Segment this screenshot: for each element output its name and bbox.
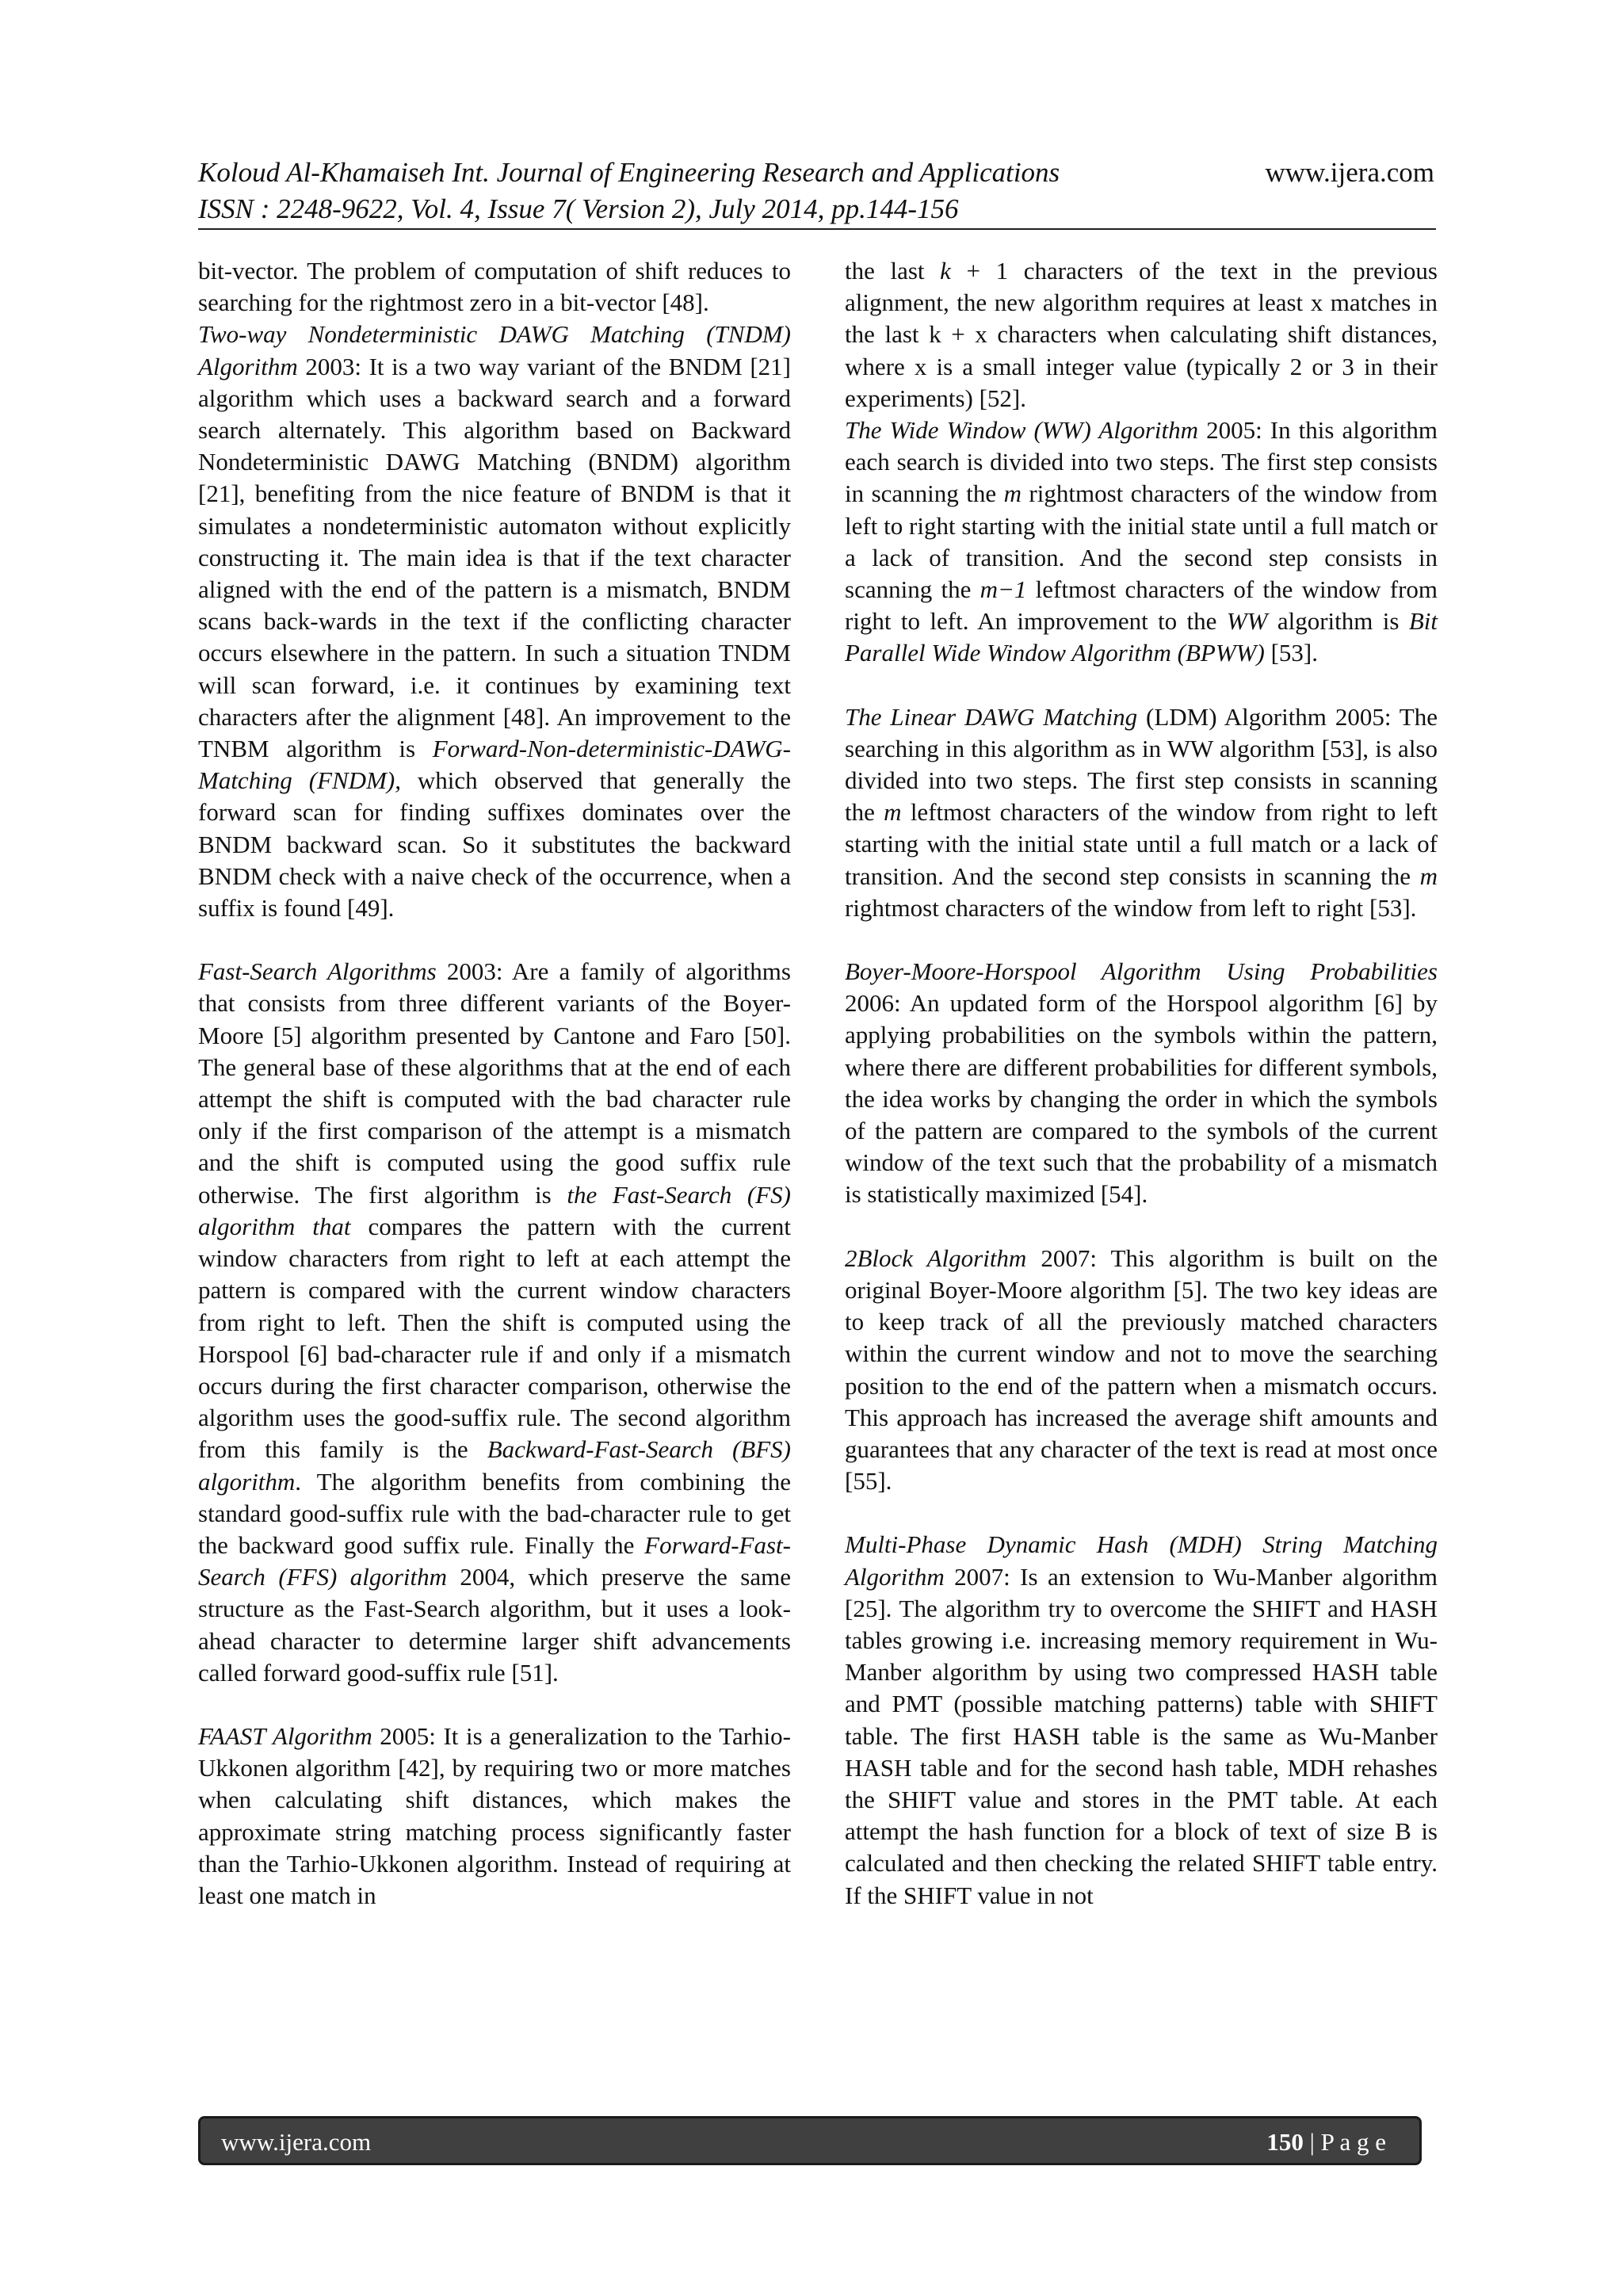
section-title-ldm: The Linear DAWG Matching <box>845 702 1138 731</box>
right-column <box>845 255 1438 1912</box>
paragraph-2block: 2Block Algorithm 2007: This algorithm is built on the original Boyer-Moore algorithm [5]. The two key ideas are to keep track of all the previously matched characters within the current window and not to move the searching position to the end of the pattern when a mismatch occurs. This approach has increased the average shift amounts and guarantees that any character of the text is read at most once [55]. <box>845 1244 1438 1496</box>
paragraph-bmh-probabilities: Boyer-Moore-Horspool Algorithm Using Probabilities 2006: An updated form of the Horspool algorithm [6] by applying probabilities on the symbols within the pattern, where there are different probabilities for different symbols, the idea works by changing the order in which the symbols of the pattern are compared to the symbols of the current window of the text such that the probability of a mismatch is statistically maximized [54]. <box>845 957 1438 1209</box>
paragraph-tndm: Two-way Nondeterministic DAWG Matching (TNDM) Algorithm 2003: It is a two way variant of the BNDM [21] algorithm which uses a backward search and a forward search alternately. This algorithm based on Backward Nondeterministic DAWG Matching (BNDM) algorithm [21], benefiting from the nice feature of BNDM is that it simulates a nondeterministic automaton without explicitly constructing it. The main idea is that if the text character aligned with the end of the pattern is a mismatch, BNDM scans back-wards in the text if the conflicting character occurs elsewhere in the pattern. In such a situation TNDM will scan forward, i.e. it continues by examining text characters after the alignment [48]. An improvement to the TNBM algorithm is Forward-Non-deterministic-DAWG-Matching (FNDM), which observed that generally the forward scan for finding suffixes dominates over the BNDM backward scan. So it substitutes the backward BNDM check with a naive check of the occurrence, when a suffix is found [49]. <box>198 320 791 923</box>
header-website: www.ijera.com <box>1265 157 1434 188</box>
section-title-ww: The Wide Window (WW) Algorithm <box>845 416 1199 445</box>
paragraph-bit-vector: bit-vector. The problem of computation of shift reduces to searching for the rightmost zero in a bit-vector [48]. <box>198 257 791 317</box>
section-title-mdh: Multi-Phase Dynamic Hash (MDH) String Matching Algorithm <box>845 1530 1438 1591</box>
footer-website: www.ijera.com <box>221 2128 372 2156</box>
page-footer <box>198 2116 1422 2165</box>
running-header <box>198 155 1434 227</box>
left-column <box>198 255 791 1912</box>
section-title-tndm: Two-way Nondeterministic DAWG Matching (TNDM) Algorithm <box>198 320 791 380</box>
page-number: 150 | P a g e <box>1266 2128 1386 2156</box>
section-title-faast: FAAST Algorithm <box>198 1721 372 1750</box>
header-rule <box>198 228 1436 230</box>
section-title-bmh: Boyer-Moore-Horspool Algorithm Using Probabilities <box>845 957 1438 986</box>
paragraph-wide-window: The Wide Window (WW) Algorithm 2005: In this algorithm each search is divided into two steps. The first step consists in scanning the m rightmost characters of the window from left to right starting with the initial state until a full match or a lack of transition. And the second step consists in scanning the m−1 leftmost characters of the window from right to left. An improvement to the WW algorithm is Bit Parallel Wide Window Algorithm (BPWW) [53]. <box>845 416 1438 667</box>
header-issn: ISSN : 2248-9622, Vol. 4, Issue 7( Version 2), July 2014, pp.144-156 <box>198 193 959 224</box>
header-journal: Koloud Al-Khamaiseh Int. Journal of Engineering Research and Applications <box>198 157 1060 188</box>
section-title-fast-search: Fast-Search Algorithms <box>198 957 437 986</box>
paragraph-ldm: The Linear DAWG Matching (LDM) Algorithm 2005: The searching in this algorithm as in WW algorithm [53], is also divided into two steps. The first step consists in scanning the m leftmost characters of the window from right to left starting with the initial state until a full match or a lack of transition. And the second step consists in scanning the m rightmost characters of the window from left to right [53]. <box>845 702 1438 922</box>
paragraph-faast: FAAST Algorithm 2005: It is a generalization to the Tarhio-Ukkonen algorithm [42], by requiring two or more matches when calculating shift distances, which makes the approximate string matching process significantly faster than the Tarhio-Ukkonen algorithm. Instead of requiring at least one match in <box>198 1721 791 1909</box>
paragraph-faast-cont: the last k + 1 characters of the text in the previous alignment, the new algorithm requires at least x matches in the last k + x characters when calculating shift distances, where x is a small integer value (typically 2 or 3 in their experiments) [52]. <box>845 257 1438 412</box>
paragraph-fast-search: Fast-Search Algorithms 2003: Are a family of algorithms that consists from three different variants of the Boyer-Moore [5] algorithm presented by Cantone and Faro [50]. The general base of these algorithms that at the end of each attempt the shift is computed with the bad character rule only if the first comparison of the attempt is a mismatch and the shift is computed using the good suffix rule otherwise. The first algorithm is the Fast-Search (FS) algorithm that compares the pattern with the current window characters from right to left at each attempt the pattern is compared with the current window characters from right to left. Then the shift is computed using the Horspool [6] bad-character rule if and only if a mismatch occurs during the first character comparison, otherwise the algorithm uses the good-suffix rule. The second algorithm from this family is the Backward-Fast-Search (BFS) algorithm. The algorithm benefits from combining the standard good-suffix rule with the bad-character rule to get the backward good suffix rule. Finally the Forward-Fast-Search (FFS) algorithm 2004, which preserve the same structure as the Fast-Search algorithm, but it uses a look-ahead character to determine larger shift advancements called forward good-suffix rule [51]. <box>198 957 791 1687</box>
section-title-2block: 2Block Algorithm <box>845 1244 1027 1272</box>
paragraph-mdh: Multi-Phase Dynamic Hash (MDH) String Matching Algorithm 2007: Is an extension to Wu-Manber algorithm [25]. The algorithm try to overcome the SHIFT and HASH tables growing i.e. increasing memory requirement in Wu-Manber algorithm by using two compressed HASH table and PMT (possible matching patterns) table with SHIFT table. The first HASH table is the same as Wu-Manber HASH table and for the second hash table, MDH rehashes the SHIFT value and stores in the PMT table. At each attempt the hash function for a block of text of size B is calculated and then checking the related SHIFT table entry. If the SHIFT value in not <box>845 1530 1438 1909</box>
